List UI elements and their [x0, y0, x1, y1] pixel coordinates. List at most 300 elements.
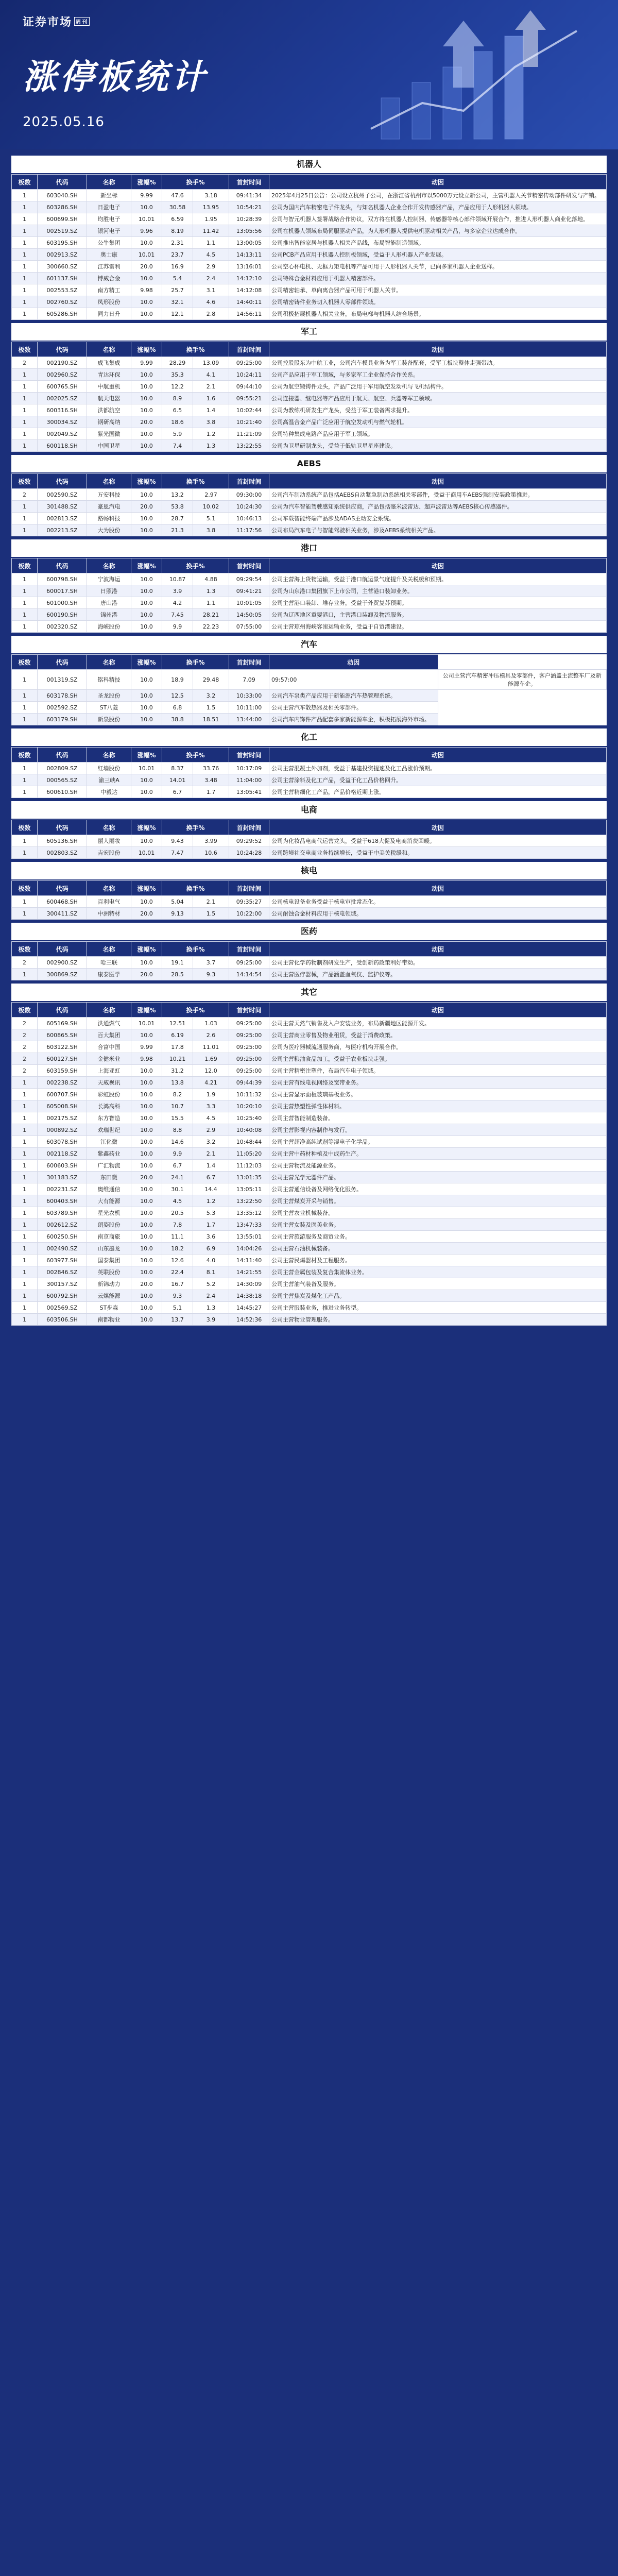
table-cell: 14:04:26 — [229, 1243, 269, 1255]
column-header: 板数 — [12, 342, 38, 357]
table-row[interactable] — [12, 1278, 607, 1290]
table-cell: 航天电器 — [87, 393, 131, 404]
column-header: 代码 — [38, 558, 87, 573]
table-cell: 10.21 — [162, 1053, 193, 1065]
reason-cell: 公司汽车制动系统产品包括AEBS自动紧急制动系统相关零部件，受益于商用车AEBS强制安装政策推进。 — [269, 489, 607, 501]
table-header-row — [12, 820, 607, 835]
table-cell: 1 — [12, 690, 38, 702]
table-cell: 1.5 — [193, 908, 229, 920]
table-cell: 2.1 — [193, 1148, 229, 1160]
table-cell: 10:11:32 — [229, 1089, 269, 1100]
section — [11, 984, 607, 1326]
table-cell: 10.0 — [131, 1266, 162, 1278]
table-cell: 2 — [12, 1053, 38, 1065]
table-cell: 3.18 — [193, 190, 229, 201]
table-cell: 09:29:52 — [229, 835, 269, 847]
table-row[interactable] — [12, 369, 607, 381]
table-cell: 1.69 — [193, 1053, 229, 1065]
table-cell: 600765.SH — [38, 381, 87, 393]
table-row[interactable] — [12, 524, 607, 536]
table-row[interactable] — [12, 190, 607, 201]
table-cell: 银河电子 — [87, 225, 131, 237]
column-header: 动因 — [269, 474, 607, 489]
table-cell: 5.9 — [162, 428, 193, 440]
table-row[interactable] — [12, 762, 607, 774]
table-row[interactable] — [12, 1302, 607, 1314]
table-cell: 10.01 — [131, 249, 162, 261]
table-row[interactable] — [12, 381, 607, 393]
reason-cell: 公司为辽西地区重要港口，主营港口装卸及物流服务。 — [269, 609, 607, 621]
table-row[interactable] — [12, 440, 607, 452]
table-cell: 1 — [12, 524, 38, 536]
table-row[interactable] — [12, 1029, 607, 1041]
table-cell: 4.5 — [193, 1112, 229, 1124]
table-row[interactable] — [12, 249, 607, 261]
reason-cell: 公司主营煤炭开采与销售。 — [269, 1195, 607, 1207]
reason-cell: 公司PCB产品应用于机器人控制板领域，受益于人形机器人产业发展。 — [269, 249, 607, 261]
table-cell: 002238.SZ — [38, 1077, 87, 1089]
table-cell: 12.1 — [162, 308, 193, 320]
table-cell: 002025.SZ — [38, 393, 87, 404]
table-cell: 000892.SZ — [38, 1124, 87, 1136]
table-cell: 1 — [12, 1183, 38, 1195]
reason-cell: 公司在机器人领域布局伺服驱动产品，为人形机器人提供电机驱动相关产品，与多家企业达成合作。 — [269, 225, 607, 237]
table-row[interactable] — [12, 1112, 607, 1124]
table-cell: 21.3 — [162, 524, 193, 536]
table-cell: 5.1 — [193, 513, 229, 524]
column-header: 换手% — [162, 942, 229, 957]
reason-cell: 公司主营海上货物运输，受益于港口航运景气度提升及关税缓和预期。 — [269, 573, 607, 585]
table-row[interactable] — [12, 489, 607, 501]
table-cell: 3.2 — [193, 1136, 229, 1148]
table-cell: 13:01:35 — [229, 1172, 269, 1183]
section-title: 电商 — [11, 801, 607, 820]
table-row[interactable] — [12, 501, 607, 513]
column-header: 代码 — [38, 655, 87, 670]
table-cell: 600610.SH — [38, 786, 87, 798]
table-row[interactable] — [12, 308, 607, 320]
column-header: 板数 — [12, 748, 38, 762]
table-cell: 10.0 — [131, 1077, 162, 1089]
table-cell: 1 — [12, 249, 38, 261]
table-cell: 13:05:41 — [229, 786, 269, 798]
table-row[interactable] — [12, 1136, 607, 1148]
table-cell: 朗姿股份 — [87, 1219, 131, 1231]
table-cell: 10:20:10 — [229, 1100, 269, 1112]
table-cell: 1.2 — [193, 428, 229, 440]
table-cell: 10.0 — [131, 835, 162, 847]
table-header-row — [12, 748, 607, 762]
table-cell: 10.02 — [193, 501, 229, 513]
table-cell: 成飞集成 — [87, 357, 131, 369]
table-cell: 10.01 — [131, 213, 162, 225]
table-row[interactable] — [12, 957, 607, 969]
table-cell: 18.6 — [162, 416, 193, 428]
table-cell: 002569.SZ — [38, 1302, 87, 1314]
table-cell: 2.6 — [193, 1029, 229, 1041]
table-cell: 14:52:36 — [229, 1314, 269, 1326]
table-cell: 1 — [12, 261, 38, 273]
table-cell: 7.8 — [162, 1219, 193, 1231]
table-row[interactable] — [12, 1077, 607, 1089]
reason-cell: 公司主营智能制造装备。 — [269, 1112, 607, 1124]
reason-cell: 公司耐蚀合金材料应用于核电领域。 — [269, 908, 607, 920]
table-row[interactable] — [12, 1195, 607, 1207]
table-cell: 2.8 — [193, 308, 229, 320]
column-header: 涨幅% — [131, 175, 162, 190]
column-header: 板数 — [12, 820, 38, 835]
table-cell: 600707.SH — [38, 1089, 87, 1100]
table-cell: 1 — [12, 1290, 38, 1302]
table-row[interactable] — [12, 1290, 607, 1302]
table-cell: 09:55:21 — [229, 393, 269, 404]
table-row[interactable] — [12, 284, 607, 296]
table-row[interactable] — [12, 1160, 607, 1172]
table-cell: 13:47:33 — [229, 1219, 269, 1231]
table-cell: 1.4 — [193, 404, 229, 416]
table-cell: 300157.SZ — [38, 1278, 87, 1290]
section — [11, 323, 607, 452]
table-cell: 8.1 — [193, 1266, 229, 1278]
table-cell: 5.3 — [193, 1207, 229, 1219]
table-cell: 603078.SH — [38, 1136, 87, 1148]
table-cell: 山东墨龙 — [87, 1243, 131, 1255]
column-header: 板数 — [12, 881, 38, 896]
table-cell: 10:24:28 — [229, 847, 269, 859]
table-cell: 600190.SH — [38, 609, 87, 621]
table-cell: 09:44:10 — [229, 381, 269, 393]
table-cell: 10.0 — [131, 513, 162, 524]
table-cell: 10.0 — [131, 1148, 162, 1160]
table-cell: 17.8 — [162, 1041, 193, 1053]
table-cell: 欢瑞世纪 — [87, 1124, 131, 1136]
table-cell: 9.99 — [131, 1041, 162, 1053]
table-row[interactable] — [12, 261, 607, 273]
column-header: 换手% — [162, 474, 229, 489]
table-cell: 002813.SZ — [38, 513, 87, 524]
table-cell: 10.0 — [131, 440, 162, 452]
column-header: 名称 — [87, 175, 131, 190]
table-cell: 宁波海运 — [87, 573, 131, 585]
column-header: 动因 — [269, 881, 607, 896]
table-cell: 凤形股份 — [87, 296, 131, 308]
table-cell: 13.7 — [162, 1314, 193, 1326]
table-cell: 28.5 — [162, 969, 193, 980]
table-cell: ST八菱 — [87, 702, 131, 714]
table-cell: 12.51 — [162, 1018, 193, 1029]
table-row[interactable] — [12, 296, 607, 308]
reason-cell: 公司主营金属包装及复合集流体业务。 — [269, 1266, 607, 1278]
table-cell: 13.95 — [193, 201, 229, 213]
table-cell: 14:12:08 — [229, 284, 269, 296]
table-cell: 10.0 — [131, 621, 162, 633]
table-cell: 38.8 — [162, 714, 193, 725]
table-cell: 10.0 — [131, 957, 162, 969]
table-row[interactable] — [12, 213, 607, 225]
table-cell: 11:04:00 — [229, 774, 269, 786]
reason-cell: 公司主营有线电视网络及宽带业务。 — [269, 1077, 607, 1089]
table-cell: 2 — [12, 1041, 38, 1053]
table-cell: 1 — [12, 585, 38, 597]
table-cell: 11.1 — [162, 1231, 193, 1243]
table-cell: 10:02:44 — [229, 404, 269, 416]
reason-cell: 公司积极拓展机器人相关业务，布局电梯与机器人结合场景。 — [269, 308, 607, 320]
table-cell: 002519.SZ — [38, 225, 87, 237]
table-cell: 09:41:21 — [229, 585, 269, 597]
table-cell: 江苏雷利 — [87, 261, 131, 273]
table-cell: 13:05:56 — [229, 225, 269, 237]
table-cell: 天威视讯 — [87, 1077, 131, 1089]
table-row[interactable] — [12, 1089, 607, 1100]
table-row[interactable] — [12, 1266, 607, 1278]
table-cell: 洪通燃气 — [87, 1018, 131, 1029]
table-row[interactable] — [12, 201, 607, 213]
table-row[interactable] — [12, 1172, 607, 1183]
reason-cell: 公司主营港口装卸、堆存业务，受益于外贸复苏预期。 — [269, 597, 607, 609]
table-row[interactable] — [12, 273, 607, 284]
table-cell: 中洲特材 — [87, 908, 131, 920]
table-cell: 14:21:55 — [229, 1266, 269, 1278]
table-row[interactable] — [12, 597, 607, 609]
table-row[interactable] — [12, 1124, 607, 1136]
table-cell: 20.0 — [131, 501, 162, 513]
reason-cell: 公司主营天然气销售及入户安装业务，布局新疆地区能源开发。 — [269, 1018, 607, 1029]
section-title: 其它 — [11, 984, 607, 1002]
table-cell: 1 — [12, 237, 38, 249]
table-row[interactable] — [12, 1255, 607, 1266]
table-cell: 1.3 — [193, 1302, 229, 1314]
section-title: 汽车 — [11, 636, 607, 654]
table-cell: 14.4 — [193, 1183, 229, 1195]
table-cell: 奥维通信 — [87, 1183, 131, 1195]
table-cell: 6.7 — [193, 1172, 229, 1183]
table-cell: 10.0 — [131, 524, 162, 536]
table-row[interactable] — [12, 585, 607, 597]
table-cell: 5.4 — [162, 273, 193, 284]
table-row[interactable] — [12, 690, 607, 702]
table-cell: 2.9 — [193, 261, 229, 273]
table-cell: 1.3 — [193, 440, 229, 452]
reason-cell: 公司为航空锻铸件龙头，产品广泛用于军用航空发动机与飞机结构件。 — [269, 381, 607, 393]
column-header: 板数 — [12, 474, 38, 489]
table-cell: 青达环保 — [87, 369, 131, 381]
table-cell: 9.13 — [162, 908, 193, 920]
table-cell: 09:25:00 — [229, 1041, 269, 1053]
table-row[interactable] — [12, 1243, 607, 1255]
table-row[interactable] — [12, 702, 607, 714]
table-cell: 10.0 — [131, 273, 162, 284]
table-cell: 10.01 — [131, 762, 162, 774]
table-row[interactable] — [12, 1183, 607, 1195]
table-cell: 1 — [12, 1207, 38, 1219]
table-cell: 10.0 — [131, 1136, 162, 1148]
table-cell: 002760.SZ — [38, 296, 87, 308]
table-cell: 002118.SZ — [38, 1148, 87, 1160]
section — [11, 728, 607, 798]
table-cell: 11:17:56 — [229, 524, 269, 536]
column-header: 动因 — [269, 1003, 607, 1018]
table-row[interactable] — [12, 774, 607, 786]
table-cell: 1 — [12, 1089, 38, 1100]
table-cell: 2 — [12, 957, 38, 969]
table-cell: 1 — [12, 428, 38, 440]
table-row[interactable] — [12, 1018, 607, 1029]
table-row[interactable] — [12, 1148, 607, 1160]
limit-up-table — [11, 747, 607, 798]
column-header: 首封时间 — [229, 1003, 269, 1018]
table-row[interactable] — [12, 969, 607, 980]
reason-cell: 公司主营影视内容制作与发行。 — [269, 1124, 607, 1136]
table-cell: 301183.SZ — [38, 1172, 87, 1183]
table-row[interactable] — [12, 908, 607, 920]
table-cell: 1 — [12, 404, 38, 416]
table-cell: 09:44:39 — [229, 1077, 269, 1089]
table-cell: 13:44:00 — [229, 714, 269, 725]
reason-cell: 公司主营显示面板玻璃基板业务。 — [269, 1089, 607, 1100]
table-cell: 10.0 — [131, 896, 162, 908]
table-cell: 605286.SH — [38, 308, 87, 320]
table-cell: 2 — [12, 1029, 38, 1041]
column-header: 动因 — [269, 655, 438, 670]
table-cell: 18.9 — [162, 670, 193, 690]
table-row[interactable] — [12, 1207, 607, 1219]
table-cell: 1 — [12, 702, 38, 714]
table-row[interactable] — [12, 393, 607, 404]
table-cell: 1 — [12, 1278, 38, 1290]
table-row[interactable] — [12, 621, 607, 633]
column-header: 名称 — [87, 1003, 131, 1018]
table-cell: 百利电气 — [87, 896, 131, 908]
table-cell: 1.4 — [193, 1160, 229, 1172]
table-cell: 14:38:18 — [229, 1290, 269, 1302]
table-cell: 12.5 — [162, 690, 193, 702]
table-row[interactable] — [12, 225, 607, 237]
table-cell: 10:25:40 — [229, 1112, 269, 1124]
reason-cell: 公司精密铸件业务切入机器人零部件领域。 — [269, 296, 607, 308]
table-row[interactable] — [12, 573, 607, 585]
table-cell: 600118.SH — [38, 440, 87, 452]
table-cell: 1 — [12, 609, 38, 621]
table-header-row — [12, 558, 607, 573]
table-row[interactable] — [12, 609, 607, 621]
section-title: 军工 — [11, 323, 607, 342]
table-cell: 吉宏股份 — [87, 847, 131, 859]
column-header: 涨幅% — [131, 942, 162, 957]
table-row[interactable] — [12, 237, 607, 249]
table-row[interactable] — [12, 1314, 607, 1326]
table-cell: 28.21 — [193, 609, 229, 621]
table-cell: 09:29:54 — [229, 573, 269, 585]
table-row[interactable] — [12, 714, 607, 725]
table-cell: 红墙股份 — [87, 762, 131, 774]
column-header: 换手% — [162, 748, 229, 762]
table-row[interactable] — [12, 835, 607, 847]
table-row[interactable] — [12, 513, 607, 524]
table-cell: 603286.SH — [38, 201, 87, 213]
table-cell: 9.99 — [131, 357, 162, 369]
reason-cell: 公司主营物流及能源业务。 — [269, 1160, 607, 1172]
table-row[interactable] — [12, 896, 607, 908]
reason-cell: 公司主营民爆器材及工程服务。 — [269, 1255, 607, 1266]
column-header: 首封时间 — [229, 175, 269, 190]
table-cell: 博威合金 — [87, 273, 131, 284]
table-cell: 10.0 — [131, 308, 162, 320]
table-cell: 14:40:11 — [229, 296, 269, 308]
table-cell: 18.51 — [193, 714, 229, 725]
table-cell: 10.0 — [131, 428, 162, 440]
column-header: 名称 — [87, 558, 131, 573]
table-cell: 14:30:09 — [229, 1278, 269, 1290]
table-row[interactable] — [12, 416, 607, 428]
table-cell: 10.0 — [131, 1231, 162, 1243]
table-row[interactable] — [12, 1065, 607, 1077]
table-cell: 10.87 — [162, 573, 193, 585]
table-cell: 1 — [12, 190, 38, 201]
table-row[interactable] — [12, 786, 607, 798]
section-title: AEBS — [11, 455, 607, 473]
table-cell: 1 — [12, 513, 38, 524]
table-row[interactable] — [12, 428, 607, 440]
table-row[interactable] — [12, 404, 607, 416]
table-cell: 14:50:05 — [229, 609, 269, 621]
limit-up-table — [11, 820, 607, 859]
table-cell: 002049.SZ — [38, 428, 87, 440]
table-cell: 20.0 — [131, 416, 162, 428]
table-cell: 001319.SZ — [38, 670, 87, 690]
table-row[interactable] — [12, 1219, 607, 1231]
table-cell: 10.0 — [131, 1112, 162, 1124]
table-cell: 1 — [12, 621, 38, 633]
table-cell: 600468.SH — [38, 896, 87, 908]
column-header: 代码 — [38, 881, 87, 896]
table-cell: 14:14:54 — [229, 969, 269, 980]
table-cell: 康泰医学 — [87, 969, 131, 980]
table-cell: 300411.SZ — [38, 908, 87, 920]
table-cell: 6.7 — [162, 786, 193, 798]
reason-cell: 公司主营涂料及化工产品，受益于化工品价格回升。 — [269, 774, 607, 786]
reason-cell: 公司汽车内饰件产品配套多家新能源车企，积极拓展海外市场。 — [269, 714, 438, 725]
table-cell: 中国卫星 — [87, 440, 131, 452]
table-row[interactable] — [12, 847, 607, 859]
table-cell: 9.9 — [162, 621, 193, 633]
table-cell: 海峡股份 — [87, 621, 131, 633]
reason-cell: 公司核电设备业务受益于核电审批常态化。 — [269, 896, 607, 908]
table-row[interactable] — [12, 670, 607, 690]
table-cell: 10.0 — [131, 381, 162, 393]
table-row[interactable] — [12, 1231, 607, 1243]
table-cell: 1 — [12, 369, 38, 381]
table-cell: 紫光国微 — [87, 428, 131, 440]
table-row[interactable] — [12, 1100, 607, 1112]
table-cell: 9.98 — [131, 284, 162, 296]
table-row[interactable] — [12, 1041, 607, 1053]
table-cell: 1 — [12, 896, 38, 908]
reason-cell: 公司主营商业零售及物业租赁，受益于消费政策。 — [269, 1029, 607, 1041]
column-header: 名称 — [87, 748, 131, 762]
table-cell: 洪都航空 — [87, 404, 131, 416]
table-cell: 09:30:00 — [229, 489, 269, 501]
table-row[interactable] — [12, 357, 607, 369]
table-cell: 1 — [12, 1255, 38, 1266]
table-cell: 3.48 — [193, 774, 229, 786]
reason-cell: 2025年4月25日公告：公司设立杭州子公司，在浙江省杭州市以5000万元设立新公司，主营机器人关节精密传动部件研发与产销。 — [269, 190, 607, 201]
table-cell: 600865.SH — [38, 1029, 87, 1041]
table-cell: 1 — [12, 1243, 38, 1255]
limit-up-table — [11, 941, 607, 980]
table-row[interactable] — [12, 1053, 607, 1065]
table-cell: 10.7 — [162, 1100, 193, 1112]
table-cell: 10:24:11 — [229, 369, 269, 381]
